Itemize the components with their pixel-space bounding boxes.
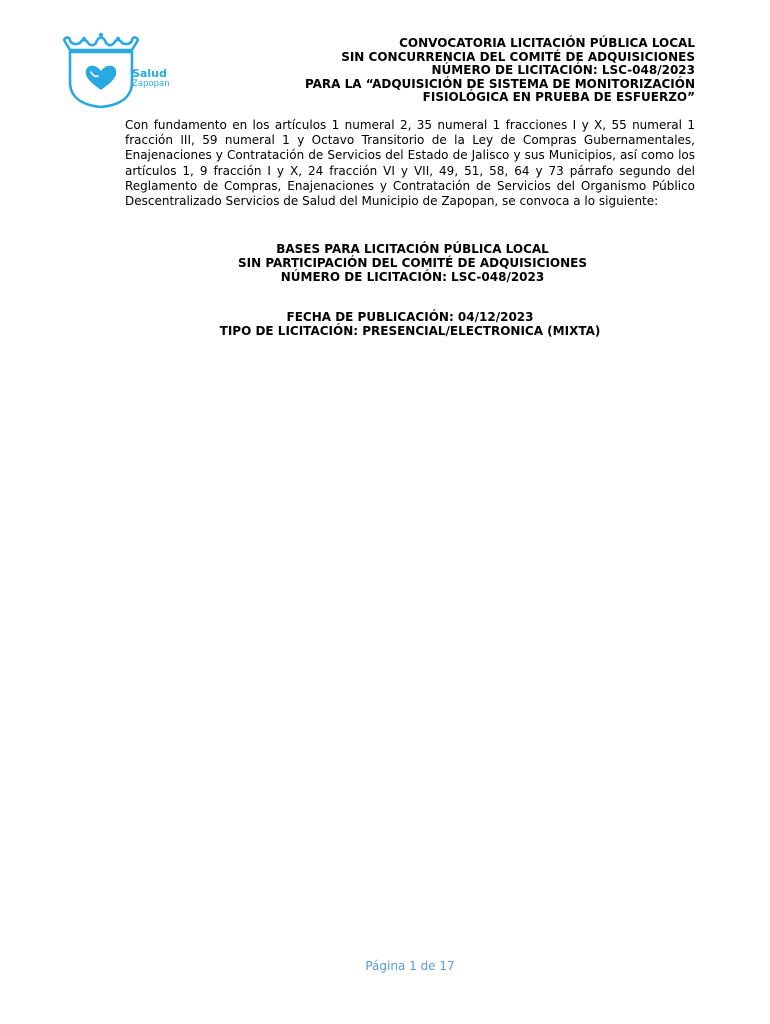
bases-line-2: SIN PARTICIPACIÓN DEL COMITÉ DE ADQUISICIONES <box>237 256 588 270</box>
logo-brand-line1: Salud <box>132 67 167 80</box>
bases-line-1: BASES PARA LICITACIÓN PÚBLICA LOCAL <box>276 242 549 256</box>
bases-line-3: NÚMERO DE LICITACIÓN: LSC-048/2023 <box>280 270 545 284</box>
header-line-5: FISIOLÓGICA EN PRUEBA DE ESFUERZO” <box>422 90 695 104</box>
publication-date: FECHA DE PUBLICACIÓN: 04/12/2023 <box>286 310 534 324</box>
document-header <box>175 37 695 105</box>
header-line-4: PARA LA “ADQUISICIÓN DE SISTEMA DE MONITORIZACIÓN <box>304 76 695 91</box>
header-line-1: CONVOCATORIA LICITACIÓN PÚBLICA LOCAL <box>399 36 695 50</box>
header-line-2: SIN CONCURRENCIA DEL COMITÉ DE ADQUISICIONES <box>341 49 695 64</box>
intro-paragraph: Con fundamento en los artículos 1 numeral 2, 35 numeral 1 fracciones I y X, 55 numeral 1 fracción III, 59 numeral 1 y Octavo Transitorio de la Ley de Compras Gubernamentales, Enajenaciones y Contratación de Servicios del Estado de Jalisco y sus Municipios, así como los artículos 1, 9 fracción I y X, 24 fracción VI y VII, 49, 51, 58, 64 y 73 párrafo segundo del Reglamento de Compras, Enajenaciones y Contratación de Servicios del Organismo Público Descentralizado Servicios de Salud del Municipio de Zapopan, se convoca a lo siguiente: <box>125 118 695 209</box>
page-number: Página 1 de 17 <box>365 959 455 973</box>
tender-type: TIPO DE LICITACIÓN: PRESENCIAL/ELECTRONICA (MIXTA) <box>219 324 601 338</box>
publication-info <box>125 310 695 338</box>
bases-heading <box>125 242 700 284</box>
logo-brand-line2: Zapopan <box>132 78 170 89</box>
logo-brand-text <box>132 68 170 88</box>
header-line-3: NÚMERO DE LICITACIÓN: LSC-048/2023 <box>431 63 695 77</box>
